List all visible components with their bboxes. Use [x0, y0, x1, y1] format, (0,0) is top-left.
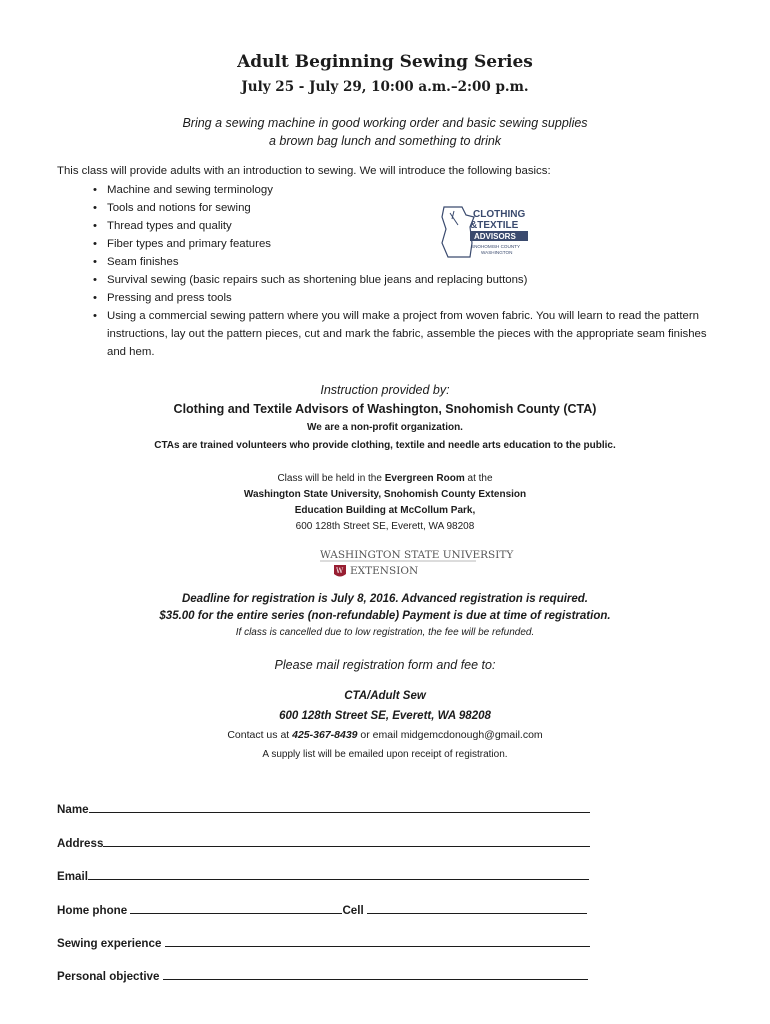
- email-field[interactable]: [57, 868, 589, 883]
- contact-line: Contact us at 425-367-8439 or email midgemcdonough@gmail.com: [227, 729, 543, 741]
- location-line-4: 600 128th Street SE, Everett, WA 98208: [295, 521, 475, 532]
- name-field[interactable]: [57, 801, 590, 816]
- room-name: Evergreen Room: [384, 473, 465, 484]
- logo-line-4: SNOHOMISH COUNTY: [471, 244, 521, 249]
- list-item: • Using a commercial sewing pattern where you will make a project from woven fabric. You will learn to read the pattern instructions, lay out the pattern pieces, cut and mark the fabric, assemble the pieces with the appropriate seam finishes and hem.: [84, 307, 724, 361]
- cell-blank[interactable]: [367, 902, 587, 914]
- bullet-icon: •: [93, 274, 97, 286]
- logo-line-2: &TEXTILE: [470, 220, 519, 231]
- objective-label: Personal objective: [57, 970, 163, 983]
- bring-line-1: Bring a sewing machine in good working order and basic sewing supplies: [182, 116, 588, 130]
- experience-label: Sewing experience: [57, 937, 165, 950]
- list-item: • Tools and notions for sewing: [84, 199, 724, 217]
- organization-name: Clothing and Textile Advisors of Washington, Snohomish County (CTA): [173, 402, 597, 416]
- list-item: • Survival sewing (basic repairs such as shortening blue jeans and replacing buttons): [84, 271, 724, 289]
- list-item: • Fiber types and primary features: [84, 235, 724, 253]
- bullet-icon: •: [93, 310, 97, 322]
- list-item: • Machine and sewing terminology: [84, 181, 724, 199]
- bullet-icon: •: [93, 202, 97, 214]
- cta-logo: [440, 203, 532, 261]
- wsu-line-2: EXTENSION: [350, 565, 419, 577]
- location-line-3: Education Building at McCollum Park,: [294, 505, 476, 516]
- svg-text:W: W: [336, 567, 344, 575]
- cta-description: CTAs are trained volunteers who provide clothing, textile and needle arts education to the public.: [154, 440, 616, 451]
- name-label: Name: [57, 803, 89, 816]
- bullet-icon: •: [93, 238, 97, 250]
- location-line-2: Washington State University, Snohomish County Extension: [243, 489, 527, 500]
- home-phone-blank[interactable]: [130, 902, 342, 914]
- experience-field[interactable]: [57, 935, 590, 950]
- logo-line-3: ADVISORS: [474, 232, 516, 241]
- address-blank[interactable]: [103, 835, 590, 847]
- home-phone-label: Home phone: [57, 904, 131, 917]
- cancel-note: If class is cancelled due to low registration, the fee will be refunded.: [235, 627, 535, 638]
- bullet-icon: •: [93, 220, 97, 232]
- phone-number: 425-367-8439: [292, 729, 358, 741]
- flyer-dates: July 25 - July 29, 10:00 a.m.–2:00 p.m.: [241, 79, 529, 95]
- address-field[interactable]: [57, 835, 590, 850]
- address-label: Address: [57, 837, 104, 850]
- objective-blank[interactable]: [163, 968, 588, 980]
- objective-field[interactable]: [57, 968, 588, 983]
- deadline-text: Deadline for registration is July 8, 2016. Advanced registration is required.: [181, 593, 589, 605]
- mail-address-2: 600 128th Street SE, Everett, WA 98208: [279, 710, 491, 722]
- bullet-icon: •: [93, 184, 97, 196]
- flyer-title: Adult Beginning Sewing Series: [237, 52, 533, 72]
- logo-line-1: CLOTHING: [473, 209, 526, 220]
- email-blank[interactable]: [88, 868, 589, 880]
- list-item: • Pressing and press tools: [84, 289, 724, 307]
- email-label: Email: [57, 870, 88, 883]
- location-line-1: Class will be held in the Evergreen Room at the: [277, 473, 493, 484]
- wsu-line-1: WASHINGTON STATE UNIVERSITY: [320, 549, 514, 561]
- logo-line-5: WASHINGTON: [481, 250, 513, 255]
- wsu-extension-logo: [318, 546, 514, 580]
- name-blank[interactable]: [89, 801, 590, 813]
- mail-address-1: CTA/Adult Sew: [344, 690, 426, 702]
- supply-note: A supply list will be emailed upon receipt of registration.: [262, 749, 508, 760]
- phone-field[interactable]: [57, 902, 587, 917]
- experience-blank[interactable]: [165, 935, 590, 947]
- instruction-provided-by: Instruction provided by:: [320, 383, 450, 397]
- bullet-icon: •: [93, 292, 97, 304]
- list-item: • Thread types and quality: [84, 217, 724, 235]
- nonprofit-note: We are a non-profit organization.: [307, 422, 463, 433]
- bring-line-2: a brown bag lunch and something to drink: [268, 134, 502, 148]
- bullet-icon: •: [93, 256, 97, 268]
- cell-label: Cell: [342, 904, 367, 917]
- mail-instruction: Please mail registration form and fee to:: [274, 658, 496, 672]
- list-item: • Seam finishes: [84, 253, 724, 271]
- intro-text: This class will provide adults with an introduction to sewing. We will introduce the following basics:: [57, 165, 551, 177]
- fee-text: $35.00 for the entire series (non-refundable) Payment is due at time of registration.: [159, 610, 611, 622]
- basics-list: [84, 181, 724, 361]
